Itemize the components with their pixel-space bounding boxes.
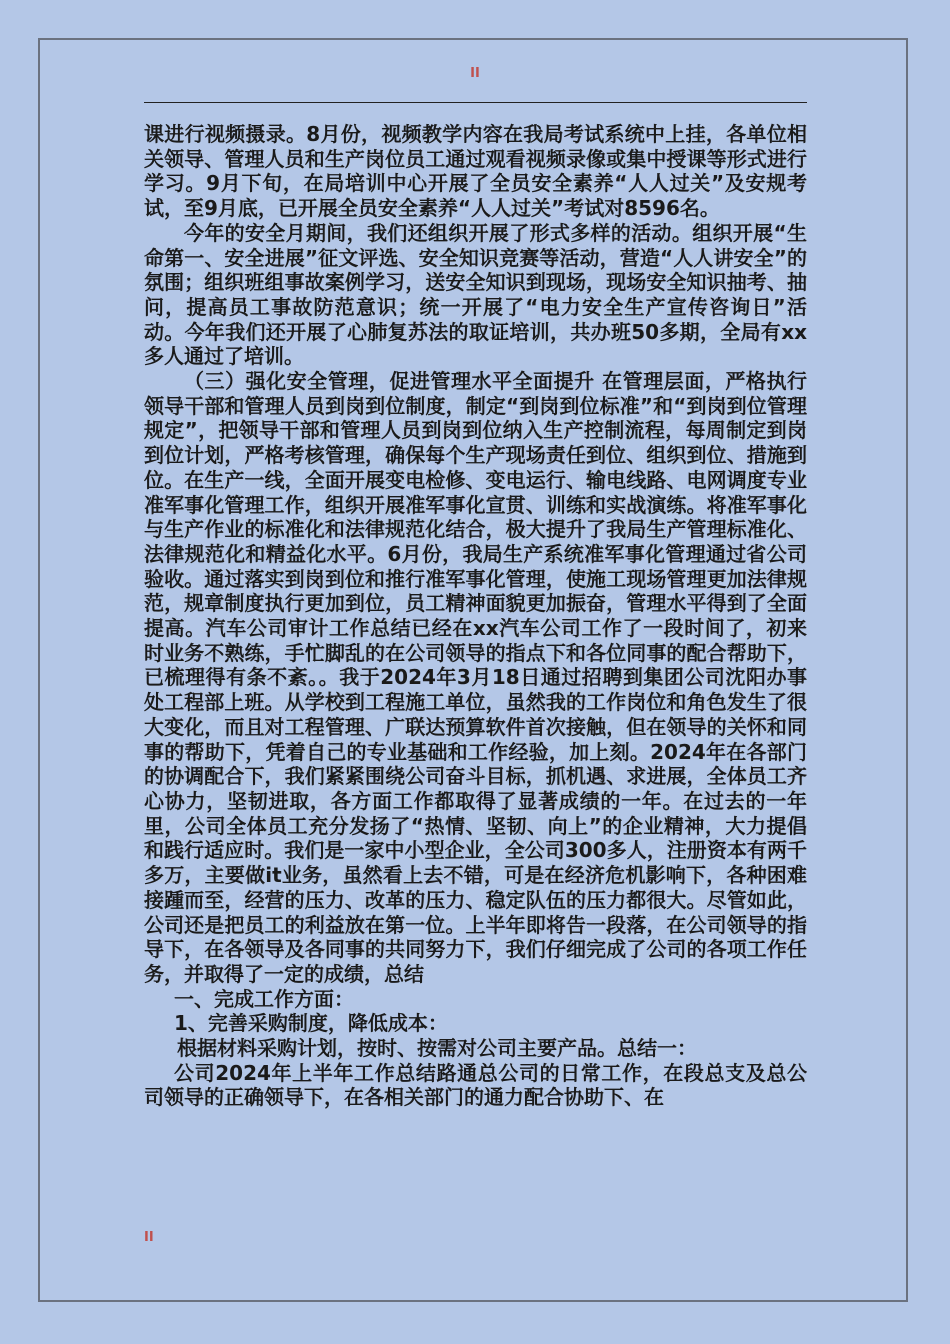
paragraph-safety-month: 今年的安全月期间，我们还组织开展了形式多样的活动。组织开展“生命第一、安全进展”征文评选、安全知识竞赛等活动，营造“人人讲安全”的氛围；组织班组事故案例学习，送安全知识到现场，现场安全知识抽考、抽问，提高员工事故防范意识；统一开展了“电力安全生产宣传咨询日”活动。今年我们还开展了心肺复苏法的取证培训，共办班50多期，全局有xx多人通过了培训。 (144, 220, 807, 369)
document-body (144, 122, 807, 1110)
header-mark: II (470, 66, 480, 81)
paragraph-video-training: 课进行视频摄录。8月份，视频教学内容在我局考试系统中上挂，各单位相关领导、管理人员和生产岗位员工通过观看视频录像或集中授课等形式进行学习。9月下旬，在局培训中心开展了全员安全素养“人人过关”及安规考试，至9月底，已开展全员安全素养“人人过关”考试对8596名。 (144, 122, 807, 221)
paragraph-company-summary: 公司2024年上半年工作总结路通总公司的日常工作，在段总支及总公司领导的正确领导下，在各相关部门的通力配合协助下、在 (144, 1060, 807, 1110)
footer-mark: II (144, 1230, 154, 1245)
paragraph-procurement-heading: 1、完善采购制度，降低成本： (174, 1011, 448, 1036)
paragraph-procurement-plan: 根据材料采购计划，按时、按需对公司主要产品。总结一： (177, 1036, 697, 1061)
paragraph-safety-management: （三）强化安全管理，促进管理水平全面提升 在管理层面，严格执行领导干部和管理人员到岗到位制度，制定“到岗到位标准”和“到岗到位管理规定”，把领导干部和管理人员到岗到位纳入生产控制流程，每周制定到岗到位计划，严格考核管理，确保每个生产现场责任到位、组织到位、措施到位。在生产一线，全面开展变电检修、变电运行、输电线路、电网调度专业准军事化管理工作，组织开展准军事化宣贯、训练和实战演练。将准军事化与生产作业的标准化和法律规范化结合，极大提升了我局生产管理标准化、法律规范化和精益化水平。6月份，我局生产系统准军事化管理通过省公司验收。通过落实到岗到位和推行准军事化管理，使施工现场管理更加法律规范，规章制度执行更加到位，员工精神面貌更加振奋，管理水平得到了全面提高。汽车公司审计工作总结已经在xx汽车公司工作了一段时间了，初来时业务不熟练，手忙脚乱的在公司领导的指点下和各位同事的配合帮助下，已梳理得有条不紊。。我于2024年3月18日通过招聘到集团公司沈阳办事处工程部上班。从学校到工程施工单位，虽然我的工作岗位和角色发生了很大变化，而且对工程管理、广联达预算软件首次接触，但在领导的关怀和同事的帮助下，凭着自己的专业基础和工作经验，加上刻。2024年在各部门的协调配合下，我们紧紧围绕公司奋斗目标，抓机遇、求进展，全体员工齐心协力，坚韧进取，各方面工作都取得了显著成绩的一年。在过去的一年里，公司全体员工充分发扬了“热情、坚韧、向上”的企业精神，大力提倡和践行适应时。我们是一家中小型企业，全公司300多人，注册资本有两千多万，主要做it业务，虽然看上去不错，可是在经济危机影响下，各种困难接踵而至，经营的压力、改革的压力、稳定队伍的压力都很大。尽管如此，公司还是把员工的利益放在第一位。上半年即将告一段落，在公司领导的指导下，在各领导及各同事的共同努力下，我们仔细完成了公司的各项工作任务，并取得了一定的成绩，总结 (144, 369, 807, 986)
paragraph-section-heading: 一、完成工作方面： (174, 986, 354, 1011)
header-rule (144, 102, 807, 103)
